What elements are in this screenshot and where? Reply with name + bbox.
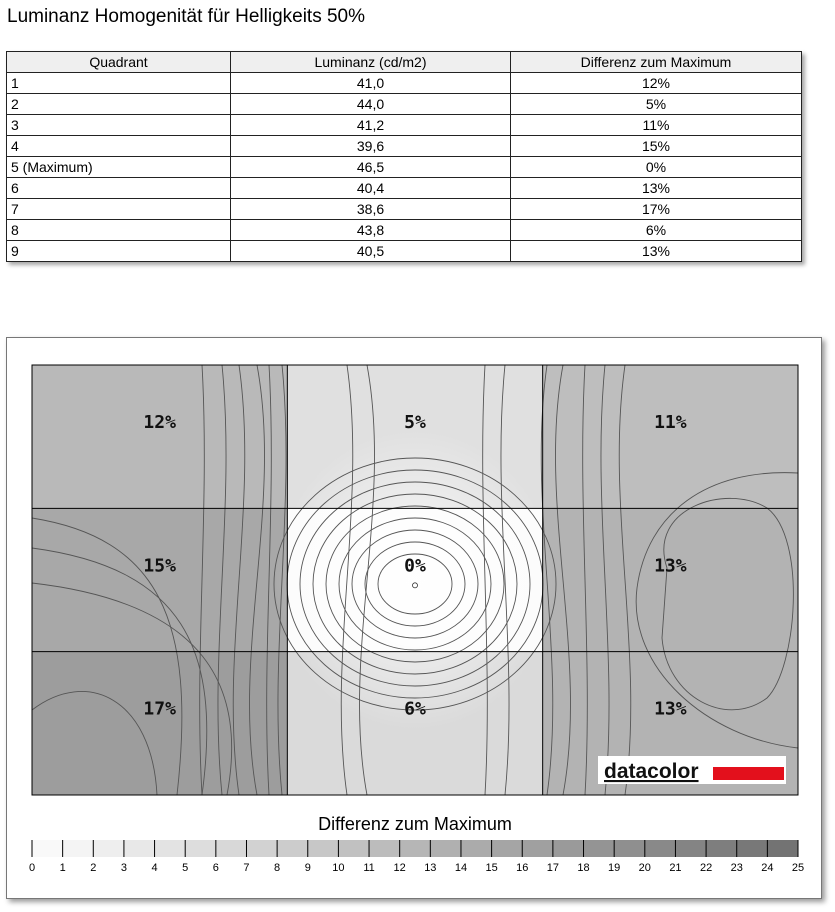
legend-title: Differenz zum Maximum [318,814,512,834]
cell-quadrant: 7 [7,199,231,220]
heatmap-cell [543,508,798,651]
legend-tick-label: 16 [516,862,529,874]
luminance-table [6,51,802,262]
cell-label: 13% [654,555,687,577]
cell-luminance: 41,0 [231,73,511,94]
legend-tick-label: 4 [151,862,158,874]
cell-quadrant: 9 [7,241,231,262]
heatmap-svg [7,338,821,808]
legend-tick-label: 13 [424,862,437,874]
legend-swatch [246,840,277,857]
datacolor-logo-bar [713,767,784,780]
legend-swatch [32,840,63,857]
legend-swatch [461,840,492,857]
cell-luminance: 39,6 [231,136,511,157]
legend-tick-label: 9 [304,862,311,874]
legend-tick-label: 6 [212,862,219,874]
legend-swatch [155,840,186,857]
uniformity-chart-panel [6,337,822,899]
legend-tick-label: 21 [669,862,682,874]
table-row [7,157,802,178]
cell-difference: 5% [511,94,802,115]
cell-luminance: 40,5 [231,241,511,262]
legend-swatch [369,840,400,857]
legend-tick-label: 7 [243,862,250,874]
legend-tick-label: 24 [761,862,774,874]
datacolor-logo: datacolor [604,760,699,783]
legend-swatch [63,840,94,857]
cell-difference: 12% [511,73,802,94]
table-row [7,136,802,157]
legend-swatch [553,840,584,857]
maximum-marker [413,583,418,588]
cell-luminance: 41,2 [231,115,511,136]
cell-luminance: 44,0 [231,94,511,115]
table-row [7,241,802,262]
cell-label: 6% [404,698,426,720]
legend-tick-label: 14 [454,862,468,874]
legend-swatch [400,840,431,857]
legend-swatch [522,840,553,857]
legend-scale [7,836,821,882]
legend-swatch [737,840,768,857]
cell-luminance: 43,8 [231,220,511,241]
cell-label: 0% [404,555,426,577]
legend-swatch [767,840,798,857]
legend-swatch [706,840,737,857]
legend-tick-label: 20 [638,862,651,874]
legend-swatch [308,840,339,857]
table-row [7,94,802,115]
legend-tick-label: 17 [546,862,560,874]
legend-swatch [338,840,369,857]
cell-difference: 0% [511,157,802,178]
cell-luminance: 38,6 [231,199,511,220]
legend-tick-label: 5 [182,862,189,874]
legend-tick-label: 12 [393,862,406,874]
col-header-luminance: Luminanz (cd/m2) [231,52,511,73]
legend-tick-label: 2 [90,862,97,874]
cell-difference: 13% [511,178,802,199]
cell-quadrant: 5 (Maximum) [7,157,231,178]
cell-quadrant: 3 [7,115,231,136]
legend-tick-label: 1 [59,862,66,874]
legend-swatch [430,840,461,857]
legend-tick-label: 11 [363,862,375,874]
cell-label: 5% [404,412,426,433]
cell-luminance: 46,5 [231,157,511,178]
cell-quadrant: 4 [7,136,231,157]
legend-tick-label: 0 [28,862,36,874]
table-row [7,73,802,94]
legend-swatch [645,840,676,857]
cell-label: 12% [143,412,176,433]
cell-difference: 13% [511,241,802,262]
heatmap-cell [32,365,287,508]
legend-swatch [93,840,124,857]
heatmap-cell [543,365,798,508]
legend-tick-label: 19 [608,862,621,874]
col-header-difference: Differenz zum Maximum [511,52,802,73]
cell-difference: 15% [511,136,802,157]
table-row [7,199,802,220]
legend-swatch [614,840,645,857]
legend-tick-label: 22 [699,862,713,874]
legend-tick-label: 25 [791,862,805,874]
legend-tick-label: 3 [120,862,127,874]
cell-difference: 17% [511,199,802,220]
col-header-quadrant: Quadrant [7,52,231,73]
heatmap-cell [32,652,287,795]
legend-swatch [185,840,216,857]
page-title: Luminanz Homogenität für Helligkeits 50% [7,6,366,27]
table-header-row [7,52,802,73]
heatmap-cell [32,508,287,651]
cell-quadrant: 8 [7,220,231,241]
table-row [7,115,802,136]
legend-tick-label: 10 [332,862,345,874]
legend-swatch [124,840,155,857]
legend-swatch [675,840,706,857]
cell-label: 13% [654,698,687,720]
cell-difference: 6% [511,220,802,241]
cell-label: 15% [143,555,176,577]
legend-swatch [277,840,308,857]
cell-quadrant: 1 [7,73,231,94]
legend-swatch [492,840,523,857]
legend-swatch [584,840,615,857]
legend-tick-label: 23 [730,862,743,874]
cell-luminance: 40,4 [231,178,511,199]
cell-quadrant: 6 [7,178,231,199]
legend-tick-label: 15 [485,862,498,874]
cell-quadrant: 2 [7,94,231,115]
legend-tick-label: 18 [577,862,590,874]
table-row [7,178,802,199]
cell-difference: 11% [511,115,802,136]
legend-tick-label: 8 [274,862,281,874]
cell-label: 17% [143,698,176,720]
legend-swatch [216,840,247,857]
table-row [7,220,802,241]
cell-label: 11% [654,412,687,433]
